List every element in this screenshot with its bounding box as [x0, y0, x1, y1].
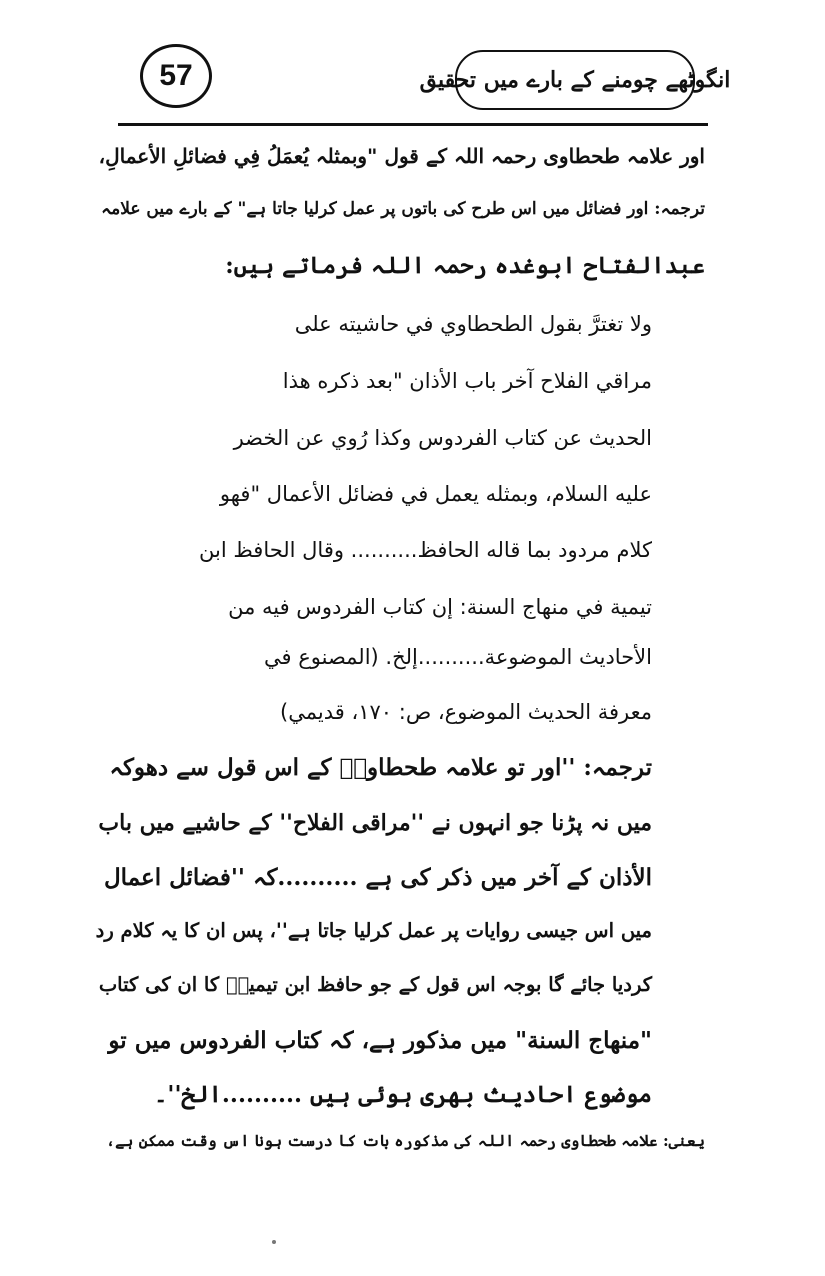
arabic-quote-line: عليه السلام، وبمثله يعمل في فضائل الأعمال "فهو: [219, 482, 652, 506]
header-divider: [118, 123, 708, 126]
arabic-quote-line: تيمية في منهاج السنة: إن كتاب الفردوس فيه من: [228, 595, 652, 619]
running-header-title: انگوٹھے چومنے کے بارے میں تحقیق: [455, 50, 695, 110]
translation-line: میں نہ پڑنا جو انہوں نے ''مراقی الفلاح'' کے حاشیے میں باب: [98, 810, 652, 836]
arabic-quote-line: الأحاديث الموضوعة..........إلخ. (المصنوع في: [264, 645, 652, 669]
translation-line: "منهاج السنة" میں مذکور ہے، کہ کتاب الفردوس میں تو: [108, 1027, 652, 1054]
intro-line: عبدالفتاح ابوغدہ رحمہ اللہ فرماتے ہیں:: [225, 252, 705, 279]
translation-line: میں اس جیسی روایات پر عمل کرلیا جاتا ہے''، پس ان کا یہ کلام رد: [95, 919, 652, 942]
arabic-quote-line: كلام مردود بما قاله الحافظ.......... وقال الحافظ ابن: [199, 538, 652, 562]
translation-line: موضوع احادیث بھری ہوئی ہیں ..........الخ''۔: [153, 1081, 652, 1108]
arabic-quote-line: الحديث عن كتاب الفردوس وكذا رُوي عن الخضر: [233, 426, 652, 450]
arabic-quote-line: معرفة الحديث الموضوع، ص: ١٧٠، قديمي): [280, 700, 652, 724]
conclusion-line: یعنی: علامہ طحطاوی رحمہ اللہ کی مذکورہ بات کا درست ہونا اس وقت ممکن ہے،: [106, 1131, 705, 1150]
scan-speck: [272, 1240, 276, 1244]
arabic-quote-line: مراقي الفلاح آخر باب الأذان "بعد ذكره هذا: [282, 369, 652, 393]
translation-line: کردیا جائے گا بوجہ اس قول کے جو حافظ ابن تیمیہؒ کا ان کی کتاب: [98, 973, 652, 996]
translation-line: ترجمہ: ''اور تو علامہ طحطاویؒ کے اس قول سے دھوکہ: [109, 754, 652, 781]
page-number: 57: [140, 44, 212, 108]
translation-line: الأذان کے آخر میں ذکر کی ہے ..........کہ ''فضائل اعمال: [103, 864, 652, 891]
intro-line: ترجمہ: اور فضائل میں اس طرح کی باتوں پر عمل کرلیا جاتا ہے" کے بارے میں علامہ: [101, 199, 705, 219]
arabic-quote-line: ولا تغترَّ بقول الطحطاوي في حاشيته على: [294, 312, 652, 336]
intro-line: اور علامہ طحطاوی رحمہ اللہ کے قول "وبمثلہ یُعمَلُ فِي فضائلِ الأعمالِ،: [98, 144, 705, 168]
